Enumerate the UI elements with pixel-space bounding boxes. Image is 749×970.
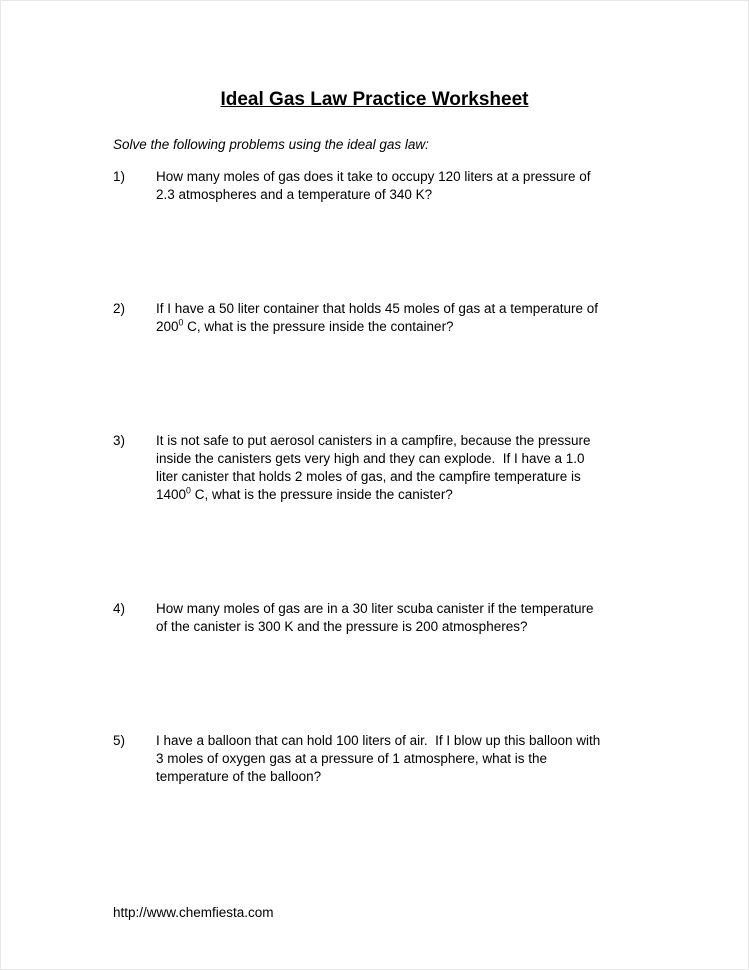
question-item (1, 300, 748, 336)
question-text: How many moles of gas are in a 30 liter scuba canister if the temperature of the canister is 300 K and the pressure is 200 atmospheres? (156, 601, 594, 634)
question-text: It is not safe to put aerosol canisters in a campfire, because the pressure inside the canisters gets very high and they can explode. If I have a 1.0 liter canister that holds 2 moles of gas, and the campfire temperature is 1400$^0$ C, what is the pressure inside the canister? (156, 433, 591, 502)
question-number: 4) (113, 601, 126, 616)
question-text: How many moles of gas does it take to occupy 120 liters at a pressure of 2.3 atmospheres and a temperature of 340 K? (156, 169, 591, 202)
footer-url: http://www.chemfiesta.com (113, 905, 274, 920)
question-number: 5) (113, 733, 126, 748)
instructions-text: Solve the following problems using the ideal gas law: (113, 137, 429, 152)
questions-list (1, 168, 748, 786)
question-text: If I have a 50 liter container that holds 45 moles of gas at a temperature of $200^0$ C, what is the pressure inside the container? (156, 301, 599, 334)
question-item (1, 732, 748, 786)
question-number: 3) (113, 433, 126, 448)
question-number: 2) (113, 301, 126, 316)
question-text: I have a balloon that can hold 100 liters of air. If I blow up this balloon with 3 moles of oxygen gas at a pressure of 1 atmosphere, what is the temperature of the balloon? (156, 733, 601, 784)
question-item (1, 432, 748, 504)
question-number: 1) (113, 169, 126, 184)
worksheet-title: Ideal Gas Law Practice Worksheet (220, 89, 529, 110)
question-item (1, 168, 748, 204)
question-item (1, 600, 748, 636)
